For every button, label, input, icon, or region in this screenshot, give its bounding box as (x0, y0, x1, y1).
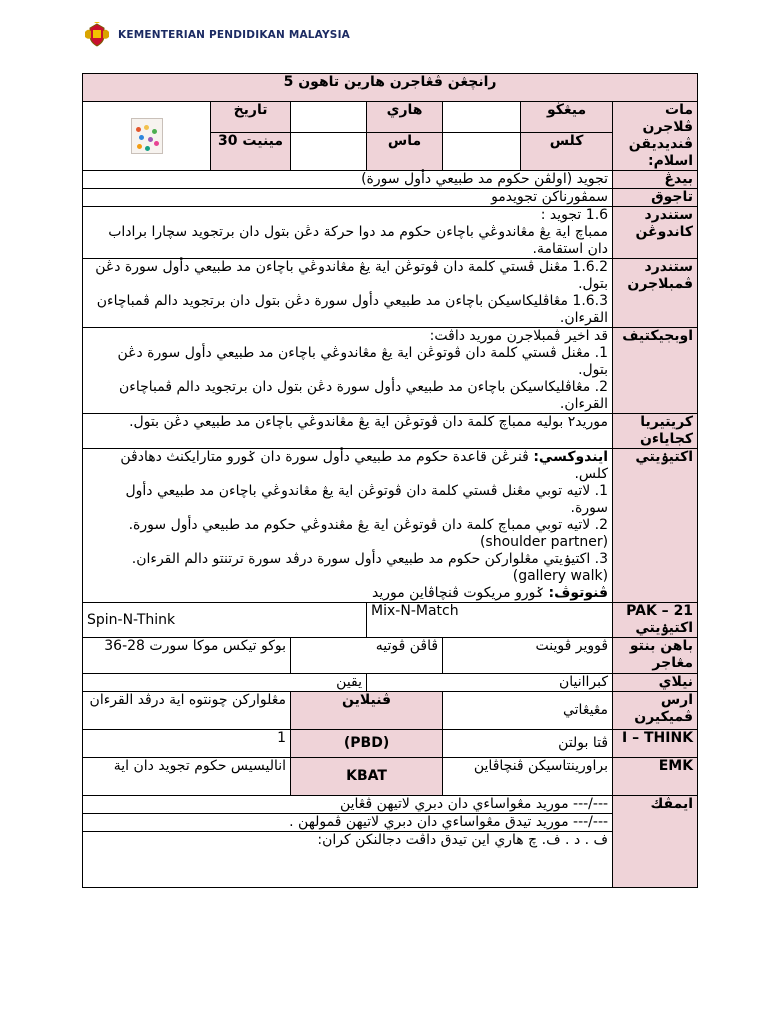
pak21-value-2: Spin-N-Think (83, 603, 367, 638)
day-label: هاري (367, 102, 443, 133)
induksi-text: ڤنرڠن قاعدة حكوم مد طبيعي دأول سورة دان ݢورو متارايكنث دهادڤن كلس. (120, 449, 609, 482)
impak-line: ---/--- موريد تيدق مڠواساءي دان دبري لاتيهن ڤمولهن . (83, 814, 612, 832)
bbm-value-1: ڤووير ڤوينت (443, 638, 613, 674)
ithink-value-1: ڤتا بولتن (443, 730, 613, 758)
objektif-line: قد اخير ڤمبلاجرن موريد داڤت: (429, 328, 609, 344)
penutup-text: ݢورو مريكوت ڤنچاڤاين موريد (371, 585, 545, 601)
standard-pembelajaran-value (83, 259, 613, 328)
nilai-label: نيلاي (613, 674, 698, 692)
aktiviti-step: 1. لاتيه توبي مڠنل ڤستي كلمة دان ڤوتوڠن اية يڠ مڠاندوڠي باچاءن مد طبيعي دأول سورة. (125, 483, 609, 516)
tajuk-value: سمڤورناكن تجويدمو (83, 189, 613, 207)
impak-value (83, 796, 613, 888)
ministry-name: KEMENTERIAN PENDIDIKAN MALAYSIA (118, 29, 351, 41)
impak-line: ---/--- موريد مڠواساءي دان دبري لاتيهن ڤڠاين (83, 796, 612, 814)
impak-line: ف . د . ف. چ هاري اين تيدق داڤت دجالنكن كران: (317, 832, 609, 848)
induksi-line (87, 449, 608, 483)
pak21-value-1: Mix-N-Match (367, 603, 613, 638)
lesson-plan-table (82, 73, 698, 888)
penilaian-label: ڤنيلاين (291, 692, 443, 730)
pak21-label: 21 – PAK اكتيۏيتي (613, 603, 698, 638)
nilai-value-1: كبراانيان (367, 674, 613, 692)
bidang-label: بيدڠ (613, 171, 698, 189)
ithink-value-2: 1 (83, 730, 291, 758)
class-label: كلس (521, 133, 613, 171)
aktiviti-step: 3. اكتيۏيتي مڠلواركن حكوم مد طبيعي دأول سورة درڤد سورة ترتنتو دالم القرءان. (gallery walk) (131, 551, 609, 584)
objektif-label: اوبجيكتيف (613, 328, 698, 414)
aktiviti-value (83, 449, 613, 603)
page-title: رانچڠن ڤڠاجرن هارين تاهون 5 (83, 74, 698, 102)
emk-value-1: براورينتاسيكن ڤنچاڤاين (443, 758, 613, 796)
objektif-value (83, 328, 613, 414)
day-value[interactable] (291, 102, 367, 133)
standard-pembelajaran-label: ستندرد ڤمبلاجرن (613, 259, 698, 328)
class-value[interactable] (443, 133, 521, 171)
penutup-line (87, 585, 608, 602)
bbm-label: باهن بنتو مڠاجر (613, 638, 698, 674)
aktiviti-label: اكتيۏيتي (613, 449, 698, 603)
penutup-label: ڤنوتوڤ: (548, 585, 609, 601)
week-value[interactable] (443, 102, 521, 133)
sk-line: 1.6 تجويد : (540, 207, 609, 223)
induksi-label: ايندوكسي: (533, 449, 609, 465)
sp-line: 1.6.3 مڠاڤليكاسيكن باچاءن مد طبيعي دأول سورة دڠن بتول دان برتجويد دالم ڤمباچاءن القرءان. (96, 293, 609, 326)
time-value[interactable] (291, 133, 367, 171)
sk-line: ممباچ اية يڠ مڠاندوڠي باچاءن حكوم مد دوا حركة دڠن بتول دان برتجويد سچارا براداب دان استقامة. (108, 224, 609, 257)
objektif-line: 1. مڠنل ڤستي كلمة دان ڤوتوڠن اية يڠ مڠاندوڠي باچاءن مد طبيعي دأول سورة دڠن بتول. (117, 345, 609, 378)
emk-value-2: اناليسيس حكوم تجويد دان اية (83, 758, 291, 796)
tajuk-label: تاجوق (613, 189, 698, 207)
aktiviti-step: 2. لاتيه توبي ممباچ كلمة دان ڤوتوڠن اية يڠ مڠندوڠي حكوم مد طبيعي دأول سورة. (shoulder partner) (128, 517, 609, 550)
aras-label: ارس ڤميكيرن (613, 692, 698, 730)
standard-kandungan-value (83, 207, 613, 259)
subject-label: مات ڤلاجرن ڤنديديقن اسلام: (613, 102, 698, 171)
standard-kandungan-label: ستندرد كاندوڠن (613, 207, 698, 259)
duration-label: مينيت 30 (211, 133, 291, 171)
ministry-crest-icon (82, 22, 112, 48)
ithink-label: I – THINK (613, 730, 698, 758)
book-thumbnail (83, 102, 211, 171)
date-label: تاريخ (211, 102, 291, 133)
pbd-label: (PBD) (291, 730, 443, 758)
bbm-value-2: ڤاڤن ڤوتيه (291, 638, 443, 674)
aras-value-1: مڠيڠاتي (443, 692, 613, 730)
nilai-value-2: يقين (83, 674, 367, 692)
textbook-cover-icon (131, 118, 163, 154)
emk-label: EMK (613, 758, 698, 796)
kbat-label: KBAT (291, 758, 443, 796)
bbm-value-3: بوكو تيكس موكا سورت 28-36 (83, 638, 291, 674)
kriteria-label: كريتيريا كجاياءن (613, 414, 698, 449)
bidang-value: تجويد (اولڤن حكوم مد طبيعي دأول سورة) (83, 171, 613, 189)
kriteria-value: موريد٢ بوليه ممباچ كلمة دان ڤوتوڠن اية يڠ مڠاندوڠي باچاءن مد طبيعي دڠن بتول. (83, 414, 613, 449)
week-label: ميڠڬو (521, 102, 613, 133)
aras-value-2: مڠلواركن چونتوه اية درڤد القرءان (83, 692, 291, 730)
sp-line: 1.6.2 مڠنل ڤستي كلمة دان ڤوتوڠن اية يڠ مڠاندوڠي باچاءن مد طبيعي دأول سورة دڠن بتول. (95, 259, 609, 292)
objektif-line: 2. مڠاڤليكاسيكن باچاءن مد طبيعي دأول سورة دڠن بتول دان برتجويد دالم ڤمباچاءن القرءان. (118, 379, 609, 412)
impak-label: ايمڤك (613, 796, 698, 888)
ministry-header (82, 22, 350, 48)
time-label: ماس (367, 133, 443, 171)
